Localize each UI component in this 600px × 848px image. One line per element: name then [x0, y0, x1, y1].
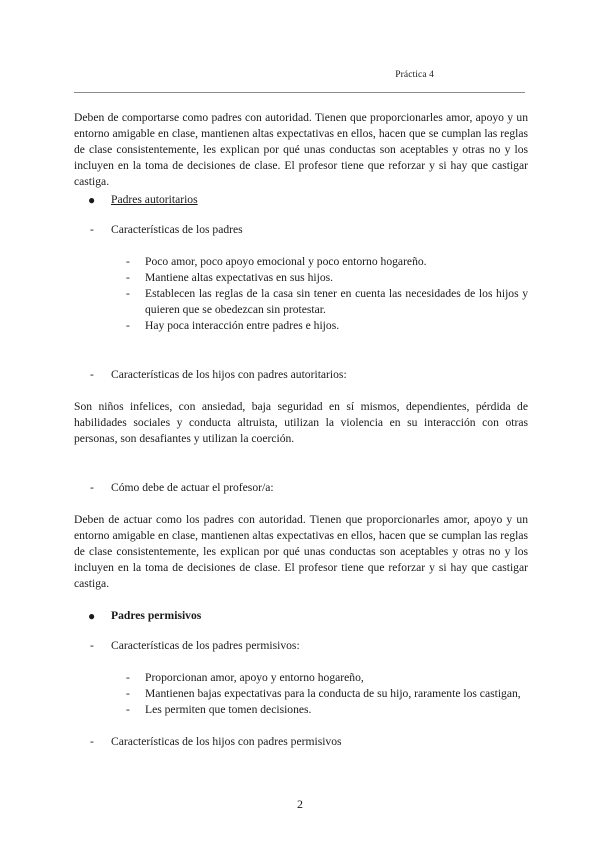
sub-item-text: Mantiene altas expectativas en sus hijos.: [145, 271, 334, 284]
dash-mark: -: [90, 368, 94, 381]
bullet-padres-autoritarios: [74, 192, 528, 208]
sub-item-text: Establecen las reglas de la casa sin tener en cuenta las necesidades de los hijos y quieren que se obedezcan sin protestar.: [145, 287, 528, 316]
dash-item-caracteristicas-padres-permisivos: [74, 638, 528, 654]
sub-item: [74, 318, 528, 334]
dash-item-caracteristicas-padres: [74, 222, 528, 238]
bullet-padres-permisivos: [74, 608, 528, 624]
dash-item-caracteristicas-hijos: [74, 367, 528, 383]
dash-label: Características de los hijos con padres autoritarios:: [111, 368, 347, 381]
dash-item-actuar-profesor: [74, 480, 528, 496]
sub-list-padres-autoritarios: [74, 254, 528, 334]
dash-label: Características de los padres permisivos:: [111, 639, 300, 652]
sub-item: [74, 286, 528, 318]
sub-item: [74, 702, 528, 718]
bullet-dot: ●: [88, 193, 96, 207]
sub-item-text: Proporcionan amor, apoyo y entorno hogareño,: [145, 671, 364, 684]
dash-mark: -: [126, 687, 130, 700]
dash-label: Características de los padres: [111, 223, 243, 236]
sub-list-padres-permisivos: [74, 670, 528, 718]
dash-mark: -: [90, 639, 94, 652]
sub-item: [74, 254, 528, 270]
dash-mark: -: [126, 671, 130, 684]
sub-item-text: Mantienen bajas expectativas para la conducta de su hijo, raramente los castigan,: [145, 687, 521, 700]
document-body: [74, 110, 528, 750]
dash-mark: -: [126, 255, 130, 268]
sub-item-text: Poco amor, poco apoyo emocional y poco entorno hogareño.: [145, 255, 427, 268]
dash-label: Características de los hijos con padres permisivos: [111, 735, 342, 748]
dash-mark: -: [90, 223, 94, 236]
bullet-dot: ●: [88, 609, 96, 623]
sub-item: [74, 670, 528, 686]
bullet-label: Padres autoritarios: [111, 193, 198, 206]
sub-item: [74, 270, 528, 286]
dash-mark: -: [126, 319, 130, 332]
page-number: 2: [297, 797, 303, 811]
dash-label: Cómo debe de actuar el profesor/a:: [111, 481, 274, 494]
dash-mark: -: [90, 481, 94, 494]
bullet-label: Padres permisivos: [111, 609, 202, 622]
paragraph-intro: Deben de comportarse como padres con autoridad. Tienen que proporcionarles amor, apoyo y un entorno amigable en clase, mantienen altas expectativas en ellos, hacen que se cumplan las reglas de clase consistentemente, les explican por qué unas conductas son aceptables y otras no y los incluyen en la toma de decisiones de clase. El profesor tiene que reforzar y si hay que castigar castiga.: [74, 111, 528, 188]
header-rule: [74, 92, 525, 93]
sub-item: [74, 686, 528, 702]
sub-item-text: Les permiten que tomen decisiones.: [145, 703, 312, 716]
dash-item-caracteristicas-hijos-permisivos: [74, 734, 528, 750]
dash-mark: -: [90, 735, 94, 748]
dash-mark: -: [126, 703, 130, 716]
paragraph-profesor: Deben de actuar como los padres con autoridad. Tienen que proporcionarles amor, apoyo y un entorno amigable en clase, mantienen altas expectativas en ellos, hacen que se cumplan las reglas de clase consistentemente, les explican por qué unas conductas son aceptables y otras no y los incluyen en la toma de decisiones de clase. El profesor tiene que reforzar y si hay que castigar castiga.: [74, 513, 528, 590]
header-label: Práctica 4: [395, 70, 434, 80]
dash-mark: -: [126, 287, 130, 300]
paragraph-hijos-autoritarios: Son niños infelices, con ansiedad, baja seguridad en sí mismos, dependientes, pérdida de habilidades sociales y conducta altruista, utilizan la violencia en su interacción con otras personas, son desafiantes y utilizan la coerción.: [74, 400, 528, 445]
sub-item-text: Hay poca interacción entre padres e hijos.: [145, 319, 340, 332]
dash-mark: -: [126, 271, 130, 284]
